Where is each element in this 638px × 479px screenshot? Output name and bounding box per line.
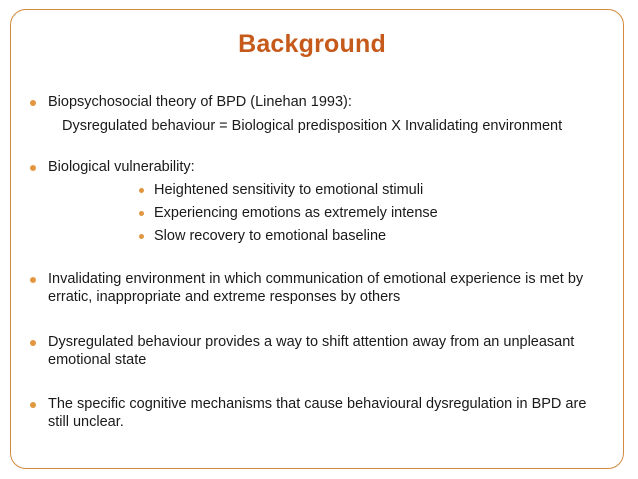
sub-bullet-marker — [139, 211, 144, 216]
bullet-text: Invalidating environment in which communication of emotional experience is met by erratic, inappropriate and extreme responses by others — [48, 271, 584, 305]
bullet-marker — [30, 402, 36, 408]
bullet-marker — [30, 100, 36, 106]
sub-bullet-text: Slow recovery to emotional baseline — [154, 228, 387, 244]
slide-title: Background — [238, 30, 386, 58]
bullet-marker — [30, 277, 36, 283]
bullet-text: Biological vulnerability: — [48, 159, 195, 175]
bullet-marker — [30, 165, 36, 171]
sub-bullet-text: Experiencing emotions as extremely intense — [154, 205, 438, 221]
bullet-marker — [30, 340, 36, 346]
sub-bullet-marker — [139, 234, 144, 239]
sub-bullet-marker — [139, 188, 144, 193]
bullet-text: The specific cognitive mechanisms that cause behavioural dysregulation in BPD are still unclear. — [48, 396, 587, 430]
sub-bullet-text: Heightened sensitivity to emotional stimuli — [154, 182, 424, 198]
bullet-continuation: Dysregulated behaviour = Biological predisposition X Invalidating environment — [62, 118, 563, 134]
bullet-text: Biopsychosocial theory of BPD (Linehan 1993): — [48, 94, 352, 110]
bullet-text: Dysregulated behaviour provides a way to shift attention away from an unpleasant emotional state — [48, 334, 575, 368]
